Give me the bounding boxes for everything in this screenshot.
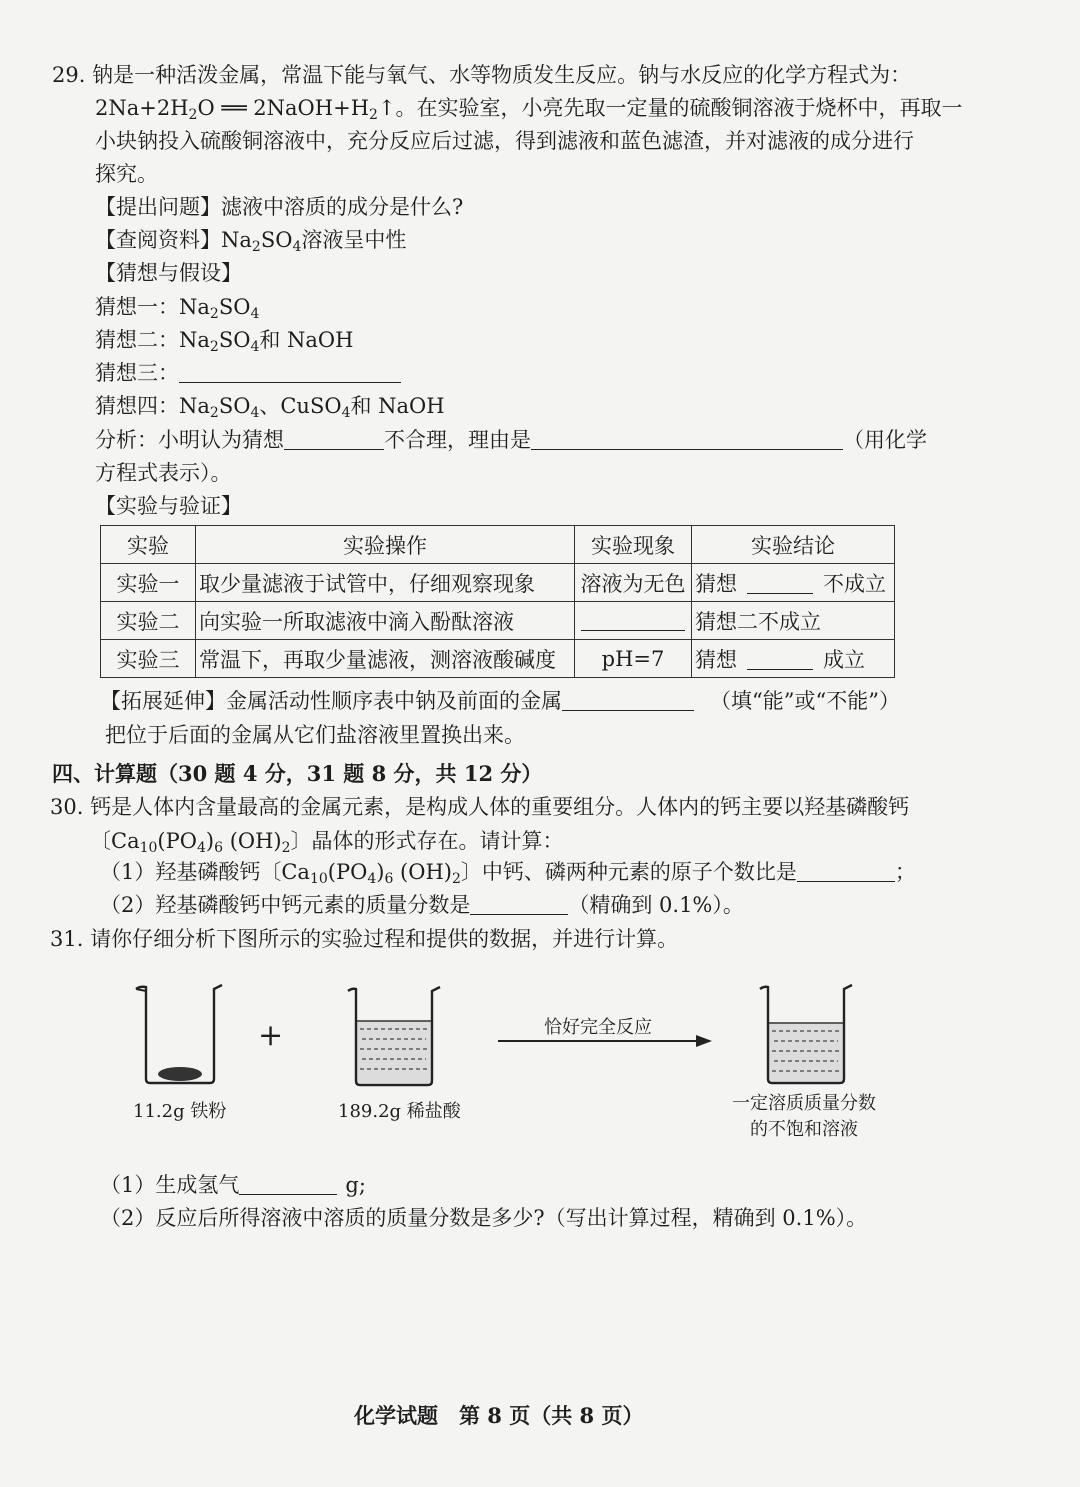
beaker-result-solution (752, 983, 862, 1093)
q31-part2: （2）反应后所得溶液中溶质的质量分数是多少?（写出计算过程，精确到 0.1%）。 (100, 1206, 868, 1230)
experiment-table (100, 525, 895, 678)
page-footer: 化学试题 第 8 页（共 8 页） (354, 1403, 644, 1428)
table-cell: 实验三 (101, 640, 196, 678)
q29-analysis-line2: 方程式表示）。 (95, 461, 232, 485)
phenomenon-2-blank[interactable] (581, 610, 685, 631)
analysis-reason-blank[interactable] (531, 429, 843, 450)
arrow-label: 恰好完全反应 (544, 1017, 652, 1038)
q29-equation-line: $2Na+2H_2O$ ══ $2NaOH+H_2↑$。在实验室，小亮先取一定量的硫酸铜溶液于烧杯中，再取一 (95, 96, 963, 123)
q29-experiment-title: 【实验与验证】 (95, 494, 242, 518)
table-cell: 常温下，再取少量滤液，测溶液酸碱度 (196, 640, 575, 678)
hydrogen-mass-blank[interactable] (239, 1174, 337, 1195)
section-heading: 四、计算题（30 题 4 分，31 题 8 分，共 12 分） (52, 761, 543, 786)
q31-line1: 31. 请你仔细分析下图所示的实验过程和提供的数据，并进行计算。 (50, 927, 679, 951)
q29-line1: 29. 钠是一种活泼金属，常温下能与氧气、水等物质发生反应。钠与水反应的化学方程式为： (52, 63, 912, 87)
q29-line3: 小块钠投入硫酸铜溶液中，充分反应后过滤，得到滤液和蓝色滤渣，并对滤液的成分进行 (95, 129, 914, 153)
q30-part2: （2）羟基磷酸钙中钙元素的质量分数是 （精确到 0.1%）。 (100, 893, 744, 917)
table-header: 实验现象 (575, 526, 692, 564)
table-header: 实验 (101, 526, 196, 564)
q29-hypothesis-3: 猜想三： (95, 358, 401, 388)
conclusion-1-blank[interactable] (747, 573, 813, 594)
q29-analysis: 分析：小明认为猜想 不合理，理由是 （用化学 (95, 428, 927, 452)
q30-line1: 30. 钙是人体内含量最高的金属元素，是构成人体的重要组分。人体内的钙主要以羟基磷酸钙 (50, 795, 910, 819)
table-row (101, 640, 895, 678)
table-header: 实验操作 (196, 526, 575, 564)
table-cell: 猜想 不成立 (692, 564, 895, 602)
result-label-line2: 的不饱和溶液 (750, 1119, 858, 1140)
q29-extension: 【拓展延伸】金属活动性顺序表中钠及前面的金属 （填“能”或“不能”） (100, 689, 900, 713)
reaction-arrow (496, 1030, 714, 1054)
table-cell: 猜想二不成立 (692, 602, 895, 640)
q29-hypothesis-2: 猜想二：$Na_2SO_4$和 NaOH (95, 328, 354, 355)
iron-powder-label: 11.2g 铁粉 (133, 1101, 227, 1122)
result-label-line1: 一定溶质质量分数 (732, 1093, 876, 1114)
table-row (101, 564, 895, 602)
mass-fraction-blank[interactable] (470, 894, 568, 915)
q29-question: 【提出问题】滤液中溶质的成分是什么? (95, 195, 464, 219)
table-row (101, 602, 895, 640)
atom-ratio-blank[interactable] (797, 861, 895, 882)
q30-formula-line: 〔$Ca_{10}(PO_4)_6$ $(OH)_2$〕晶体的形式存在。请计算： (90, 829, 564, 856)
q31-part1: （1）生成氢气 g; (100, 1173, 366, 1197)
table-cell: 实验二 (101, 602, 196, 640)
hypothesis-3-blank[interactable] (179, 362, 401, 383)
analysis-hypothesis-blank[interactable] (284, 429, 384, 450)
table-cell (575, 602, 692, 640)
table-cell: 溶液为无色 (575, 564, 692, 602)
beaker-iron-powder (130, 983, 230, 1093)
table-cell: 实验一 (101, 564, 196, 602)
beaker-hydrochloric-acid (340, 985, 450, 1095)
acid-label: 189.2g 稀盐酸 (338, 1101, 461, 1122)
table-cell: 向实验一所取滤液中滴入酚酞溶液 (196, 602, 575, 640)
q29-extension-line2: 把位于后面的金属从它们盐溶液里置换出来。 (105, 723, 525, 747)
q29-info: 【查阅资料】$Na_2SO_4$溶液呈中性 (95, 228, 407, 255)
table-cell: pH=7 (575, 640, 692, 678)
table-cell: 猜想 成立 (692, 640, 895, 678)
plus-sign: + (258, 1018, 284, 1053)
q29-hypothesis-1: 猜想一：$Na_2SO_4$ (95, 295, 260, 322)
q29-hypothesis-4: 猜想四：$Na_2SO_4$、CuSO$_4$和 NaOH (95, 394, 445, 421)
q29-line4: 探究。 (95, 162, 158, 186)
table-header-row (101, 526, 895, 564)
q30-part1: （1）羟基磷酸钙〔$Ca_{10}(PO_4)_6$ $(OH)_2$〕中钙、磷两种元素的原子个数比是 ； (100, 860, 916, 887)
conclusion-3-blank[interactable] (747, 649, 813, 670)
q29-hypothesis-title: 【猜想与假设】 (95, 261, 242, 285)
table-cell: 取少量滤液于试管中，仔细观察现象 (196, 564, 575, 602)
extension-blank[interactable] (562, 690, 694, 711)
table-header: 实验结论 (692, 526, 895, 564)
